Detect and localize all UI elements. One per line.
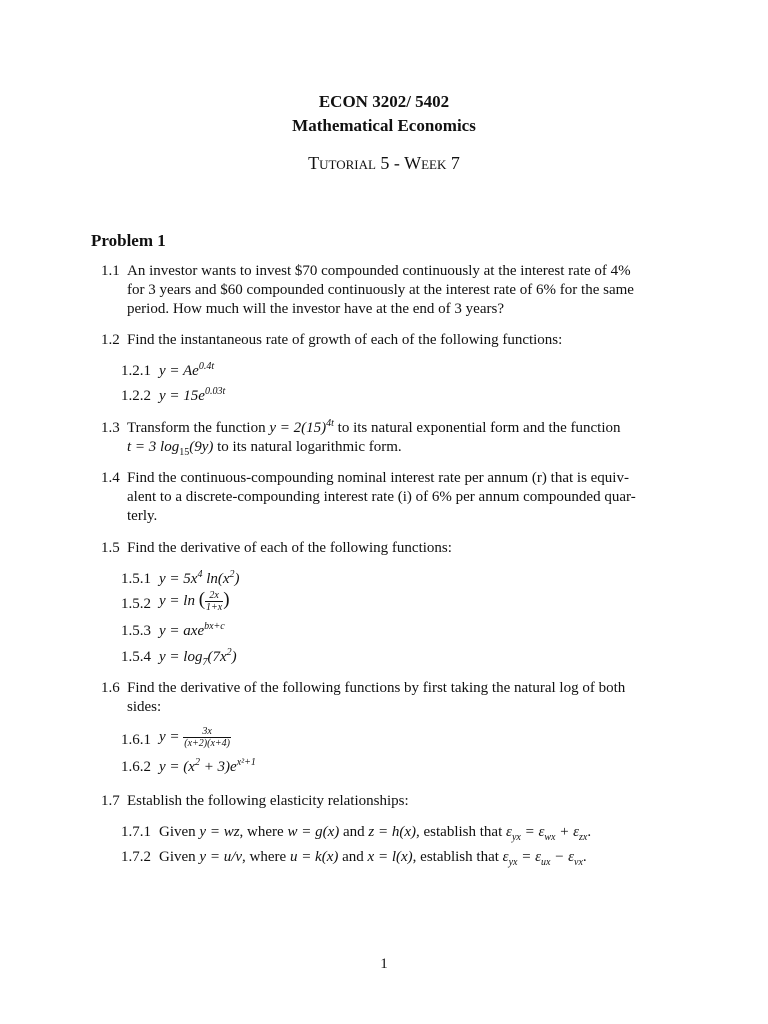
question-text-line: Find the derivative of the following functions by first taking the natural log of both: [127, 680, 626, 696]
subquestion-text: Given y = wz, where w = g(x) and z = h(x), establish that $\varepsilon_{yx} = \varepsilon_{wx} + \varepsilon_{zx}$.: [159, 824, 592, 843]
problem-heading: Problem 1: [91, 231, 166, 250]
question-text-line: An investor wants to invest $70 compounded continuously at the interest rate of 4%: [127, 263, 631, 279]
question-text-line: Find the derivative of each of the following functions:: [127, 540, 452, 556]
page-number: 1: [380, 956, 388, 972]
question-number: 1.1: [101, 263, 120, 279]
question-number: 1.4: [101, 470, 120, 486]
subquestion-number: 1.6.1: [121, 732, 151, 748]
subquestion-number: 1.7.1: [121, 824, 151, 840]
question-text-line: terly.: [127, 508, 158, 524]
subquestion-number: 1.5.3: [121, 623, 151, 639]
question-text-line: t = 3 $\log_{15}(9y)$ to its natural logarithmic form.: [127, 439, 402, 458]
question-number: 1.3: [101, 420, 120, 436]
subquestion-number: 1.5.2: [121, 596, 151, 612]
question-text-line: alent to a discrete-compounding interest rate (i) of 6% per annum compounded quar-: [127, 489, 636, 505]
equation: $y = 5x^4$ $\ln(x^2)$: [159, 569, 240, 587]
question-number: 1.5: [101, 540, 120, 556]
equation: y = $\frac{3x}{(x+2)(x+4)}$: [159, 726, 230, 749]
question-number: 1.6: [101, 680, 120, 696]
question-text-line: Find the instantaneous rate of growth of each of the following functions:: [127, 332, 563, 348]
question-number: 1.7: [101, 793, 120, 809]
subquestion-number: 1.6.2: [121, 759, 151, 775]
subquestion-number: 1.2.2: [121, 388, 151, 404]
question-text-line: sides:: [127, 699, 162, 715]
question-text-line: for 3 years and $60 compounded continuously at the interest rate of 6% for the same: [127, 282, 634, 298]
equation: $y = Ae^{0.4t}$: [159, 361, 215, 379]
equation: $y = (x^2 + 3)e^{x^2+1}$: [159, 757, 256, 775]
question-text-line: Establish the following elasticity relationships:: [127, 793, 409, 809]
subquestion-number: 1.2.1: [121, 363, 151, 379]
question-text-line: Transform the function $y = 2(15)^{4t}$ to its natural exponential form and the function: [127, 418, 621, 436]
equation: y = ln ( $\frac{2x}{1+x}$ ): [159, 588, 230, 613]
question-text-line: period. How much will the investor have at the end of 3 years?: [127, 301, 504, 317]
subquestion-number: 1.5.4: [121, 649, 151, 665]
equation: $y = 15e^{0.03t}$: [159, 386, 226, 404]
subquestion-number: 1.7.2: [121, 849, 151, 865]
tutorial-title: Tutorial 5 - Week 7: [308, 153, 460, 173]
subquestion-number: 1.5.1: [121, 571, 151, 587]
subquestion-text: Given y = u/v, where u = k(x) and x = l(x), establish that $\varepsilon_{yx} = \varepsilon_{ux} - \varepsilon_{vx}$.: [159, 849, 587, 868]
question-number: 1.2: [101, 332, 120, 348]
equation: y = axe$^{bx+c}$: [159, 621, 225, 639]
course-code: ECON 3202/ 5402: [318, 92, 450, 111]
course-title: Mathematical Economics: [292, 116, 476, 135]
equation: $y = \log_7(7x^2)$: [159, 647, 237, 668]
question-text-line: Find the continuous-compounding nominal interest rate per annum (r) that is equiv-: [127, 470, 629, 486]
